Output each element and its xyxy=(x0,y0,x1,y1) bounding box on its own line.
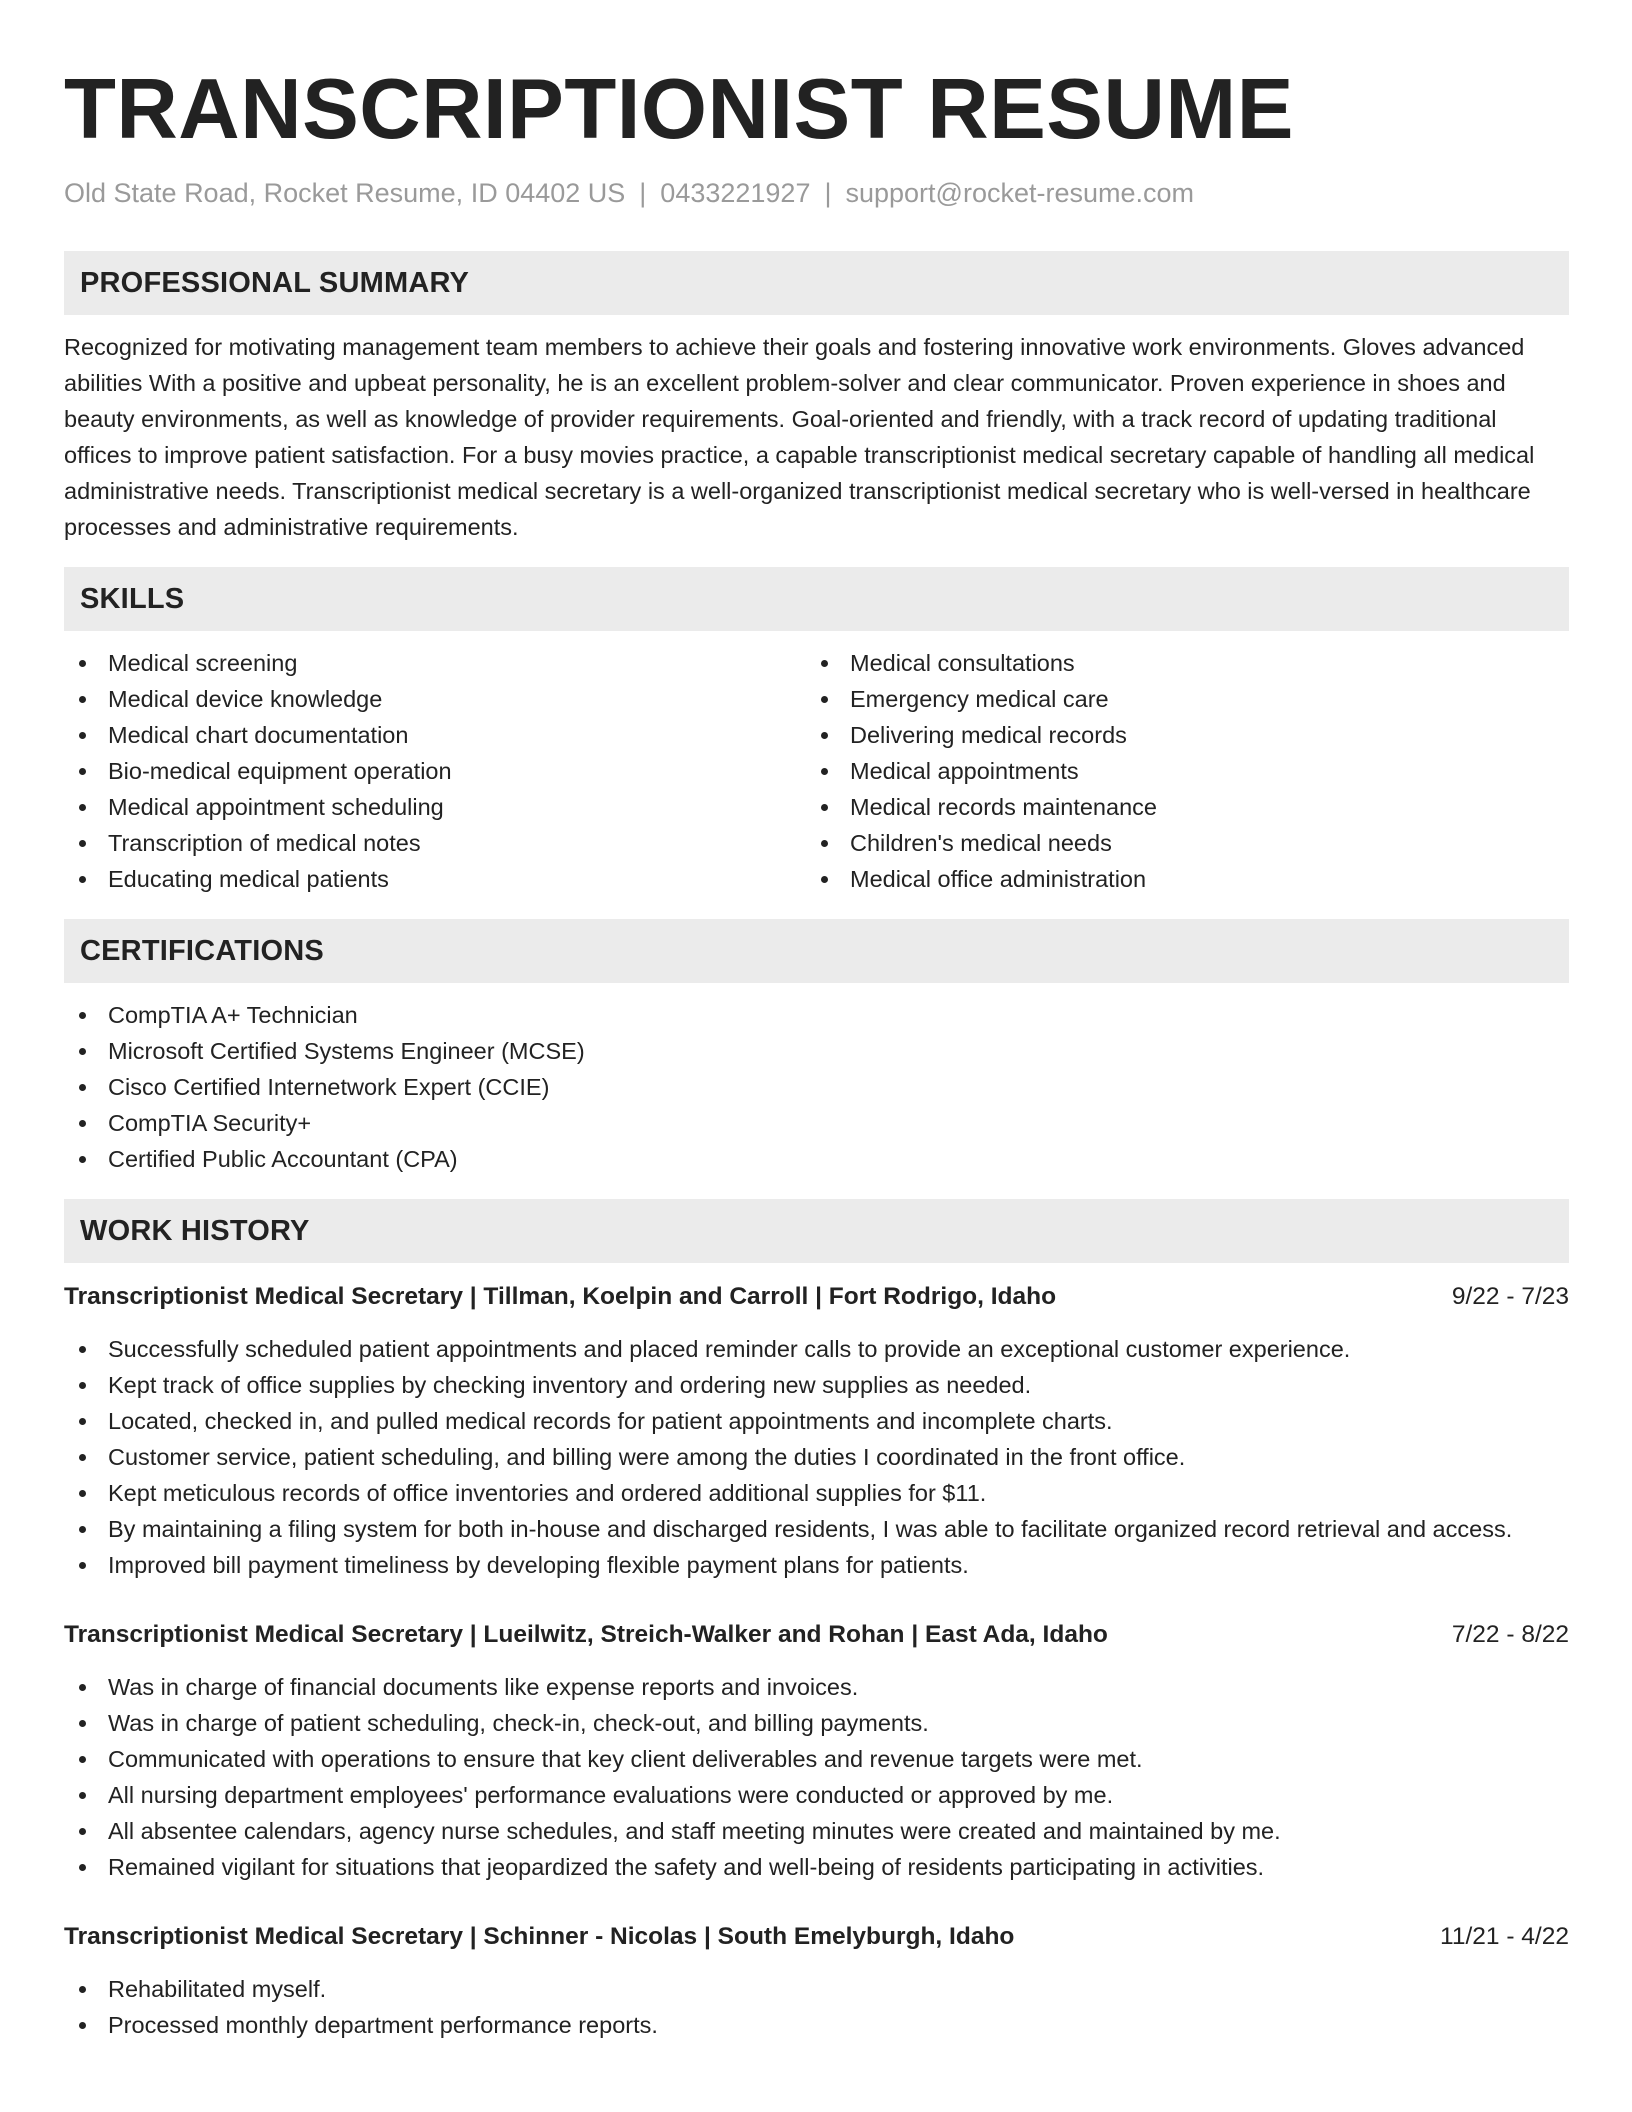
job-bullet: All absentee calendars, agency nurse schedules, and staff meeting minutes were created and maintained by me. xyxy=(64,1813,1569,1849)
skill-item: Medical appointment scheduling xyxy=(64,789,806,825)
certifications-list xyxy=(64,997,1569,1177)
skills-heading: SKILLS xyxy=(64,567,1569,631)
skill-item: Medical records maintenance xyxy=(806,789,1548,825)
contact-separator: | xyxy=(639,178,647,208)
work-history-heading: WORK HISTORY xyxy=(64,1199,1569,1263)
job-entry xyxy=(64,1279,1569,1583)
job-entry xyxy=(64,1617,1569,1885)
job-bullet: Located, checked in, and pulled medical records for patient appointments and incomplete charts. xyxy=(64,1403,1569,1439)
job-title: Transcriptionist Medical Secretary | Tillman, Koelpin and Carroll | Fort Rodrigo, Idaho xyxy=(64,1283,1057,1310)
skills-right-list xyxy=(806,645,1548,897)
skill-item: Children's medical needs xyxy=(806,825,1548,861)
job-bullet: Kept track of office supplies by checking inventory and ordering new supplies as needed. xyxy=(64,1367,1569,1403)
certification-item: Microsoft Certified Systems Engineer (MCSE) xyxy=(64,1033,1569,1069)
contact-phone: 0433221927 xyxy=(660,178,811,208)
skill-item: Medical screening xyxy=(64,645,806,681)
job-bullets xyxy=(64,1669,1569,1885)
skill-item: Medical office administration xyxy=(806,861,1548,897)
job-dates: 9/22 - 7/23 xyxy=(1451,1283,1569,1310)
job-title: Transcriptionist Medical Secretary | Schinner - Nicolas | South Emelyburgh, Idaho xyxy=(64,1923,1015,1950)
job-entry xyxy=(64,1919,1569,2043)
contact-separator: | xyxy=(824,178,832,208)
skill-item: Emergency medical care xyxy=(806,681,1548,717)
job-bullet: Rehabilitated myself. xyxy=(64,1971,1569,2007)
skills-grid xyxy=(64,645,1569,897)
contact-email: support@rocket-resume.com xyxy=(845,178,1195,208)
job-dates: 7/22 - 8/22 xyxy=(1451,1621,1569,1648)
contact-line xyxy=(64,178,1569,209)
job-title: Transcriptionist Medical Secretary | Lueilwitz, Streich-Walker and Rohan | East Ada, Idaho xyxy=(64,1621,1108,1648)
job-bullet: Customer service, patient scheduling, and billing were among the duties I coordinated in the front office. xyxy=(64,1439,1569,1475)
job-bullet: By maintaining a filing system for both in-house and discharged residents, I was able to facilitate organized record retrieval and access. xyxy=(64,1511,1569,1547)
job-bullet: Was in charge of patient scheduling, check-in, check-out, and billing payments. xyxy=(64,1705,1569,1741)
job-bullet: Kept meticulous records of office inventories and ordered additional supplies for $11. xyxy=(64,1475,1569,1511)
skill-item: Medical chart documentation xyxy=(64,717,806,753)
summary-heading: PROFESSIONAL SUMMARY xyxy=(64,251,1569,315)
skill-item: Delivering medical records xyxy=(806,717,1548,753)
job-header xyxy=(64,1919,1569,1955)
contact-address: Old State Road, Rocket Resume, ID 04402 US xyxy=(64,178,626,208)
job-bullet: Was in charge of financial documents like expense reports and invoices. xyxy=(64,1669,1569,1705)
certification-item: Certified Public Accountant (CPA) xyxy=(64,1141,1569,1177)
job-dates: 11/21 - 4/22 xyxy=(1440,1923,1569,1950)
job-bullet: Improved bill payment timeliness by developing flexible payment plans for patients. xyxy=(64,1547,1569,1583)
certifications-heading: CERTIFICATIONS xyxy=(64,919,1569,983)
skill-item: Educating medical patients xyxy=(64,861,806,897)
skill-item: Medical appointments xyxy=(806,753,1548,789)
job-bullet: Remained vigilant for situations that jeopardized the safety and well-being of residents participating in activities. xyxy=(64,1849,1569,1885)
job-bullet: All nursing department employees' performance evaluations were conducted or approved by me. xyxy=(64,1777,1569,1813)
job-bullets xyxy=(64,1971,1569,2043)
summary-text: Recognized for motivating management team members to achieve their goals and fostering innovative work environments. Gloves advanced abilities With a positive and upbeat personality, he is an excellent problem-solver and clear communicator. Proven experience in shoes and beauty environments, as well as knowledge of provider requirements. Goal-oriented and friendly, with a track record of updating traditional offices to improve patient satisfaction. For a busy movies practice, a capable transcriptionist medical secretary capable of handling all medical administrative needs. Transcriptionist medical secretary is a well-organized transcriptionist medical secretary who is well-versed in healthcare processes and administrative requirements. xyxy=(64,334,1535,540)
resume-title: TRANSCRIPTIONIST RESUME xyxy=(64,62,1294,157)
skill-item: Medical device knowledge xyxy=(64,681,806,717)
job-bullet: Successfully scheduled patient appointments and placed reminder calls to provide an exceptional customer experience. xyxy=(64,1331,1569,1367)
job-bullets xyxy=(64,1331,1569,1583)
skill-item: Bio-medical equipment operation xyxy=(64,753,806,789)
job-bullet: Processed monthly department performance reports. xyxy=(64,2007,1569,2043)
certification-item: CompTIA Security+ xyxy=(64,1105,1569,1141)
job-bullet: Communicated with operations to ensure that key client deliverables and revenue targets were met. xyxy=(64,1741,1569,1777)
job-header xyxy=(64,1617,1569,1653)
skills-left-list xyxy=(64,645,806,897)
certification-item: CompTIA A+ Technician xyxy=(64,997,1569,1033)
job-header xyxy=(64,1279,1569,1315)
skill-item: Transcription of medical notes xyxy=(64,825,806,861)
certification-item: Cisco Certified Internetwork Expert (CCIE) xyxy=(64,1069,1569,1105)
skill-item: Medical consultations xyxy=(806,645,1548,681)
